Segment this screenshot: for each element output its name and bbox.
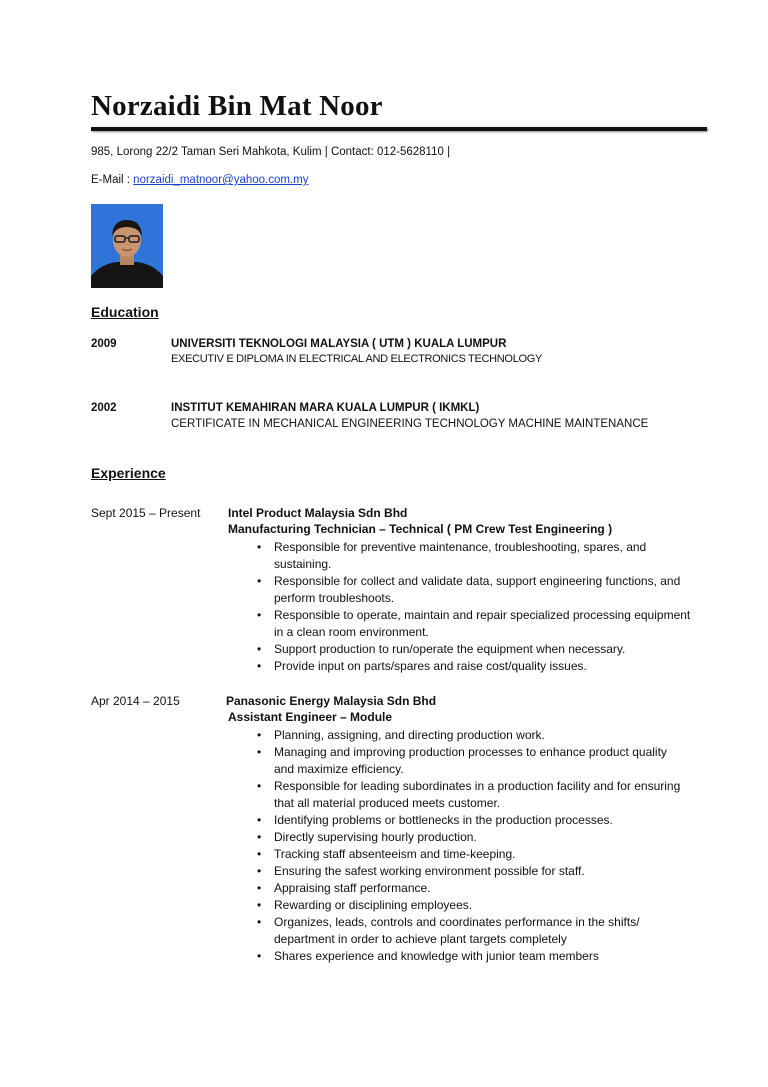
job-duties-list: [257, 727, 687, 965]
profile-photo-illustration: [91, 204, 163, 288]
job-dates: Sept 2015 – Present: [91, 506, 201, 520]
duty-item: • Responsible for collect and validate data, support engineering functions, and perform troubleshoots.: [257, 573, 697, 607]
duty-item: • Responsible for preventive maintenance, troubleshooting, spares, and sustaining.: [257, 539, 697, 573]
duty-item: • Tracking staff absenteeism and time-keeping.: [257, 846, 687, 863]
duty-item: • Directly supervising hourly production.: [257, 829, 687, 846]
job-company: Intel Product Malaysia Sdn Bhd: [228, 506, 408, 520]
candidate-name: Norzaidi Bin Mat Noor: [91, 90, 383, 122]
email-link[interactable]: norzaidi_matnoor@yahoo.com.my: [133, 174, 309, 186]
duty-item: • Responsible for leading subordinates in a production facility and for ensuring that all material produced meets customer.: [257, 778, 687, 812]
contact-line: 985, Lorong 22/2 Taman Seri Mahkota, Kulim | Contact: 012-5628110 |: [91, 146, 451, 158]
duty-item: • Organizes, leads, controls and coordinates performance in the shifts/ department in order to achieve plant targets completely: [257, 914, 687, 948]
education-year: 2009: [91, 338, 117, 350]
education-institution: INSTITUT KEMAHIRAN MARA KUALA LUMPUR ( IKMKL): [171, 402, 480, 414]
duty-item: • Ensuring the safest working environment possible for staff.: [257, 863, 687, 880]
education-program: EXECUTIV E DIPLOMA IN ELECTRICAL AND ELECTRONICS TECHNOLOGY: [171, 353, 543, 365]
email-line: [91, 174, 308, 186]
duty-item: • Planning, assigning, and directing production work.: [257, 727, 687, 744]
duty-item: • Provide input on parts/spares and raise cost/quality issues.: [257, 658, 697, 675]
header-rule: [91, 127, 707, 131]
job-role: Assistant Engineer – Module: [228, 710, 393, 724]
duty-item: • Shares experience and knowledge with junior team members: [257, 948, 687, 965]
duty-item: • Managing and improving production processes to enhance product quality and maximize efficiency.: [257, 744, 687, 778]
job-role: Manufacturing Technician – Technical ( PM Crew Test Engineering ): [228, 522, 613, 536]
profile-photo: [91, 204, 163, 288]
education-institution: UNIVERSITI TEKNOLOGI MALAYSIA ( UTM ) KUALA LUMPUR: [171, 338, 507, 350]
education-year: 2002: [91, 402, 117, 414]
duty-item: • Identifying problems or bottlenecks in the production processes.: [257, 812, 687, 829]
duty-item: • Responsible to operate, maintain and repair specialized processing equipment in a clean room environment.: [257, 607, 697, 641]
experience-heading: Experience: [91, 465, 166, 481]
duty-item: • Rewarding or disciplining employees.: [257, 897, 687, 914]
job-duties-list: [257, 539, 697, 675]
email-label: E-Mail :: [91, 174, 134, 186]
job-company: Panasonic Energy Malaysia Sdn Bhd: [226, 694, 437, 708]
education-program: CERTIFICATE IN MECHANICAL ENGINEERING TECHNOLOGY MACHINE MAINTENANCE: [171, 418, 649, 430]
duty-item: • Appraising staff performance.: [257, 880, 687, 897]
duty-item: • Support production to run/operate the equipment when necessary.: [257, 641, 697, 658]
job-dates: Apr 2014 – 2015: [91, 694, 180, 708]
education-heading: Education: [91, 304, 159, 320]
